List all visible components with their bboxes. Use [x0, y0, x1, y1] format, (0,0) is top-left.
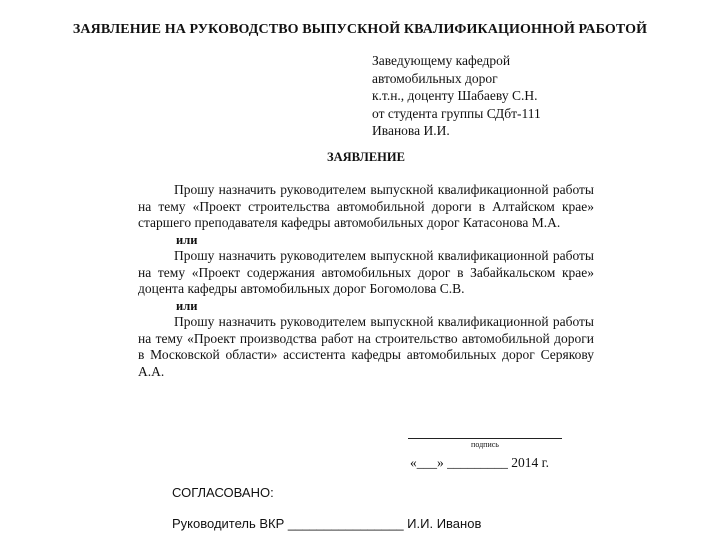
addressee-line: Иванова И.И. — [372, 123, 450, 138]
signature-label: подпись — [471, 440, 499, 449]
option-paragraph-1: Прошу назначить руководителем выпускной квалификационной работы на тему «Проект строительства автомобильной дороги в Алтайском крае» старшего преподавателя кафедры автомобильных дорог Катасонова М.А. — [138, 182, 594, 230]
agreed-label: СОГЛАСОВАНО: — [172, 485, 274, 500]
or-separator: или — [176, 298, 198, 313]
addressee-line: автомобильных дорог — [372, 70, 498, 86]
option-paragraph-2: Прошу назначить руководителем выпускной квалификационной работы на тему «Проект содержания автомобильных дорог в Забайкальском крае» доцента кафедры автомобильных дорог Богомолова С.В. — [138, 248, 594, 296]
or-separator: или — [176, 232, 198, 247]
document-title: ЗАЯВЛЕНИЕ НА РУКОВОДСТВО ВЫПУСКНОЙ КВАЛИФИКАЦИОННОЙ РАБОТОЙ — [72, 22, 648, 37]
addressee-line: Заведующему кафедрой — [372, 53, 511, 68]
addressee-line: от студента группы СДбт-111 — [372, 105, 541, 121]
addressee-line: к.т.н., доценту Шабаеву С.Н. — [372, 88, 538, 103]
supervisor-line: Руководитель ВКР ________________ И.И. Иванов — [172, 516, 482, 531]
addressee-block — [372, 52, 541, 140]
signature-line — [408, 438, 562, 439]
statement-body — [138, 182, 594, 380]
option-paragraph-3: Прошу назначить руководителем выпускной квалификационной работы на тему «Проект производства работ на строительство автомобильной дороги в Московской области» ассистента кафедры автомобильных дорог Серякову А.А. — [138, 314, 594, 379]
statement-heading: ЗАЯВЛЕНИЕ — [327, 150, 405, 164]
date-line: «___» _________ 2014 г. — [410, 455, 550, 470]
